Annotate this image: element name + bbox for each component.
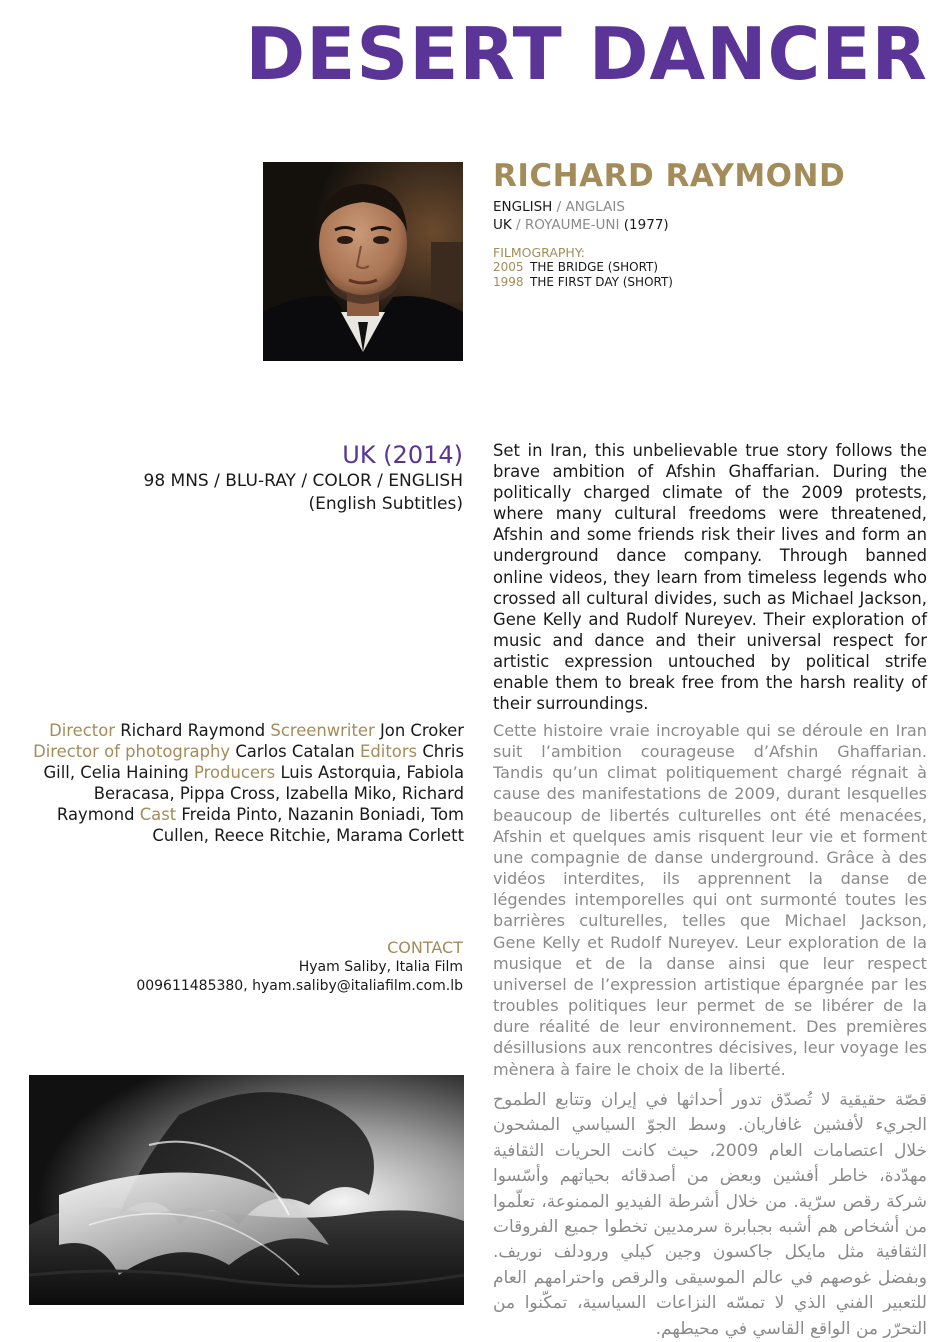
film-meta — [23, 440, 463, 516]
credit-label: Director — [49, 721, 115, 740]
director-portrait-image — [263, 162, 463, 361]
nationality-en: ENGLISH — [493, 199, 553, 215]
filmography-year: 2005 — [493, 260, 524, 274]
filmography-year: 1998 — [493, 275, 524, 289]
synopsis-arabic: قصّة حقيقية لا تُصدّق تدور أحداثها في إيران وتتابع الطموح الجريء لأفشين غافاريان. وسط الجوّ السياسي المشحون خلال اعتصامات العام 2009، حيث كانت الحريات الثقافية مهدّدة، خاطر أفشين وبعض من أصدقائه بحياتهم وأسّسوا شركة رقص سرّية. من خلال أشرطة الفيديو الممنوعة، تعلّموا من أشخاص هم أشبه بجبابرة سرمديين تخطوا جميع الفروقات الثقافية مثل مايكل جاكسون وجين كيلي ورودلف نوريف. وبفضل غوصهم في عالم الموسيقى والرقص واحترامهم العام للتعبير الفني الذي لا تمسّه النزاعات السياسية، تمكّنوا من التحرّر من الواقع القاسي في محيطهم. — [493, 1090, 927, 1339]
film-still-illustration — [29, 1075, 464, 1305]
credit-label: Editors — [360, 742, 418, 762]
portrait-illustration — [263, 162, 463, 361]
credit-label: Director of photography — [33, 742, 231, 762]
credit-value: Luis Astorquia, Fabiola Beracasa, Pippa Cross, Izabella Miko, Richard Raymond — [56, 763, 464, 825]
credits-block — [31, 720, 464, 847]
filmography-item — [493, 260, 923, 275]
film-country-year: UK (2014) — [342, 441, 463, 469]
country-fr: ROYAUME-UNI — [524, 217, 620, 233]
credit-value: Freida Pinto, Nazanin Boniadi, Tom Cullen, Reece Ritchie, Marama Corlett — [152, 805, 464, 846]
separator: / — [556, 199, 562, 215]
filmography-title: THE FIRST DAY (SHORT) — [530, 275, 673, 289]
filmography-label: FILMOGRAPHY: — [493, 245, 586, 260]
country-en: UK — [493, 217, 512, 233]
director-country — [493, 216, 923, 234]
contact-name: Hyam Saliby, Italia Film — [298, 959, 463, 975]
credit-value: Richard Raymond — [120, 721, 266, 740]
contact-block — [23, 938, 463, 996]
credit-value: Jon Croker — [379, 721, 464, 740]
filmography-title: THE BRIDGE (SHORT) — [530, 260, 659, 274]
director-nationality — [493, 198, 923, 216]
film-specs: 98 MNS / BLU-RAY / COLOR / ENGLISH — [143, 471, 463, 491]
film-subtitles: (English Subtitles) — [308, 494, 463, 514]
credit-label: Screenwriter — [270, 721, 375, 740]
contact-heading: CONTACT — [387, 938, 463, 957]
credit-label: Cast — [139, 805, 177, 825]
separator: / — [516, 217, 521, 233]
synopsis-french: Cette histoire vraie incroyable qui se déroule en Iran suit l’ambition courageuse d’Afshin Ghaffarian. Tandis qu’un climat politiquement chargé régnait à cause des manifestations de 2009, durant lesquelles beaucoup de libertés culturelles ont été menacées, Afshin et quelques amis risquent leur vie et forment une compagnie de danse underground. Grâce à des vidéos interdites, ils apprennent la danse de légendes intemporelles qui ont surmonté toutes les barrières culturelles, telles que Michael Jackson, Gene Kelly et Rudolf Nureyev. Leur exploration de la musique et de la danse ainsi que leur respect universel de l’expression artistique épargnée par les troubles politiques leur permet de se libérer de la dure réalité de leur environnement. Des premières désillusions aux rencontres décisives, leur voyage les mènera à faire le choix de la liberté. — [493, 721, 927, 1079]
filmography-item — [493, 275, 923, 290]
birth-year: (1977) — [623, 217, 669, 233]
credit-label: Producers — [194, 763, 276, 783]
credit-value: Carlos Catalan — [235, 742, 355, 762]
director-bio — [493, 158, 923, 290]
synopsis-english: Set in Iran, this unbelievable true story follows the brave ambition of Afshin Ghaffarian. During the politically charged climate of the 2009 protests, where many cultural freedoms were threatened, Afshin and some friends risk their lives and form an underground dance company. Through banned online videos, they learn from timeless legends who crossed all cultural divides, such as Michael Jackson, Gene Kelly and Rudolf Nureyev. Their exploration of music and dance and their universal respect for artistic expression untouched by political strife enable them to break free from the harsh reality of their surroundings. — [493, 441, 927, 714]
contact-details[interactable]: 009611485380, hyam.saliby@italiafilm.com.lb — [136, 978, 463, 994]
page-title: DESERT DANCER — [245, 12, 928, 96]
director-name: RICHARD RAYMOND — [493, 158, 846, 194]
nationality-fr: ANGLAIS — [565, 199, 625, 215]
film-still-image — [29, 1075, 464, 1305]
credit-value: Chris Gill, Celia Haining — [43, 742, 464, 783]
